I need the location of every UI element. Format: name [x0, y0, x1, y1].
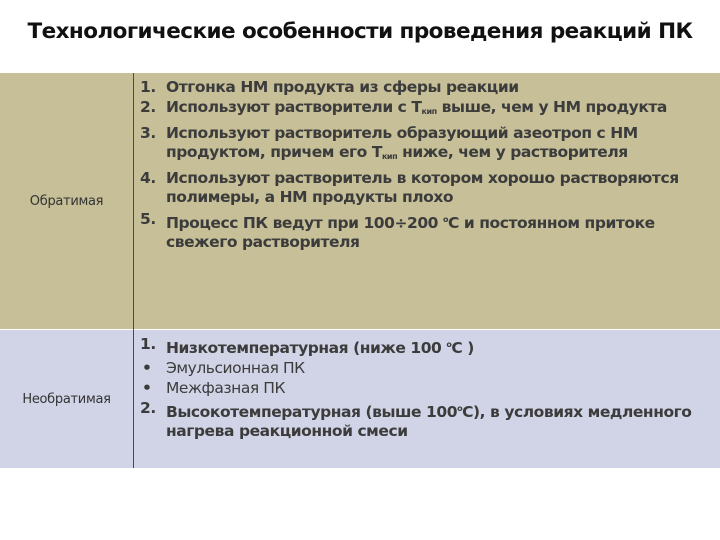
item-text: Используют растворители с $Т_{кип}$ выше, чем у НМ продукта: [166, 98, 667, 116]
column-divider: [133, 73, 134, 468]
item-text: Высокотемпературная (выше $100^оС$), в условиях медленного нагрева реакционной смеси: [166, 403, 692, 440]
item-text: Межфазная ПК: [166, 379, 286, 397]
list-item: [140, 98, 716, 121]
irreversible-list: [140, 330, 716, 441]
list-item: [140, 359, 716, 378]
item-text: Отгонка НМ продукта из сферы реакции: [166, 78, 519, 96]
item-number: 1.: [140, 335, 156, 353]
irreversible-label: Необратимая: [22, 391, 111, 407]
item-number: 1.: [140, 78, 156, 96]
list-item: [140, 210, 716, 252]
item-text: Процесс ПК ведут при 100÷200 $^о$С и постоянном притоке свежего растворителя: [166, 214, 655, 251]
item-text: Используют растворитель в котором хорошо растворяются полимеры, а НМ продукты плохо: [166, 169, 679, 206]
list-item: [140, 78, 716, 97]
item-number: 2.: [140, 98, 156, 116]
item-text: Эмульсионная ПК: [166, 359, 305, 377]
item-text: Используют растворитель образующий азеотроп с НМ продуктом, причем его $Т_{кип}$ ниже, чем у растворителя: [166, 124, 638, 161]
item-number: 3.: [140, 124, 156, 142]
reversible-label: Обратимая: [29, 193, 104, 209]
slide-title: Технологические особенности проведения реакций ПК: [27, 19, 693, 44]
item-number: 5.: [140, 210, 156, 228]
list-item: [140, 335, 716, 358]
bullet-icon: •: [142, 359, 152, 377]
reversible-row: [0, 73, 720, 330]
list-item: [140, 399, 716, 441]
list-item: [140, 169, 716, 207]
item-number: 2.: [140, 399, 156, 417]
irreversible-row: [0, 330, 720, 468]
item-number: 4.: [140, 169, 156, 187]
reversible-list: [140, 73, 716, 252]
item-text: Низкотемпературная (ниже 100 $^о$С ): [166, 339, 474, 357]
list-item: [140, 379, 716, 398]
bullet-icon: •: [142, 379, 152, 397]
list-item: [140, 124, 716, 166]
